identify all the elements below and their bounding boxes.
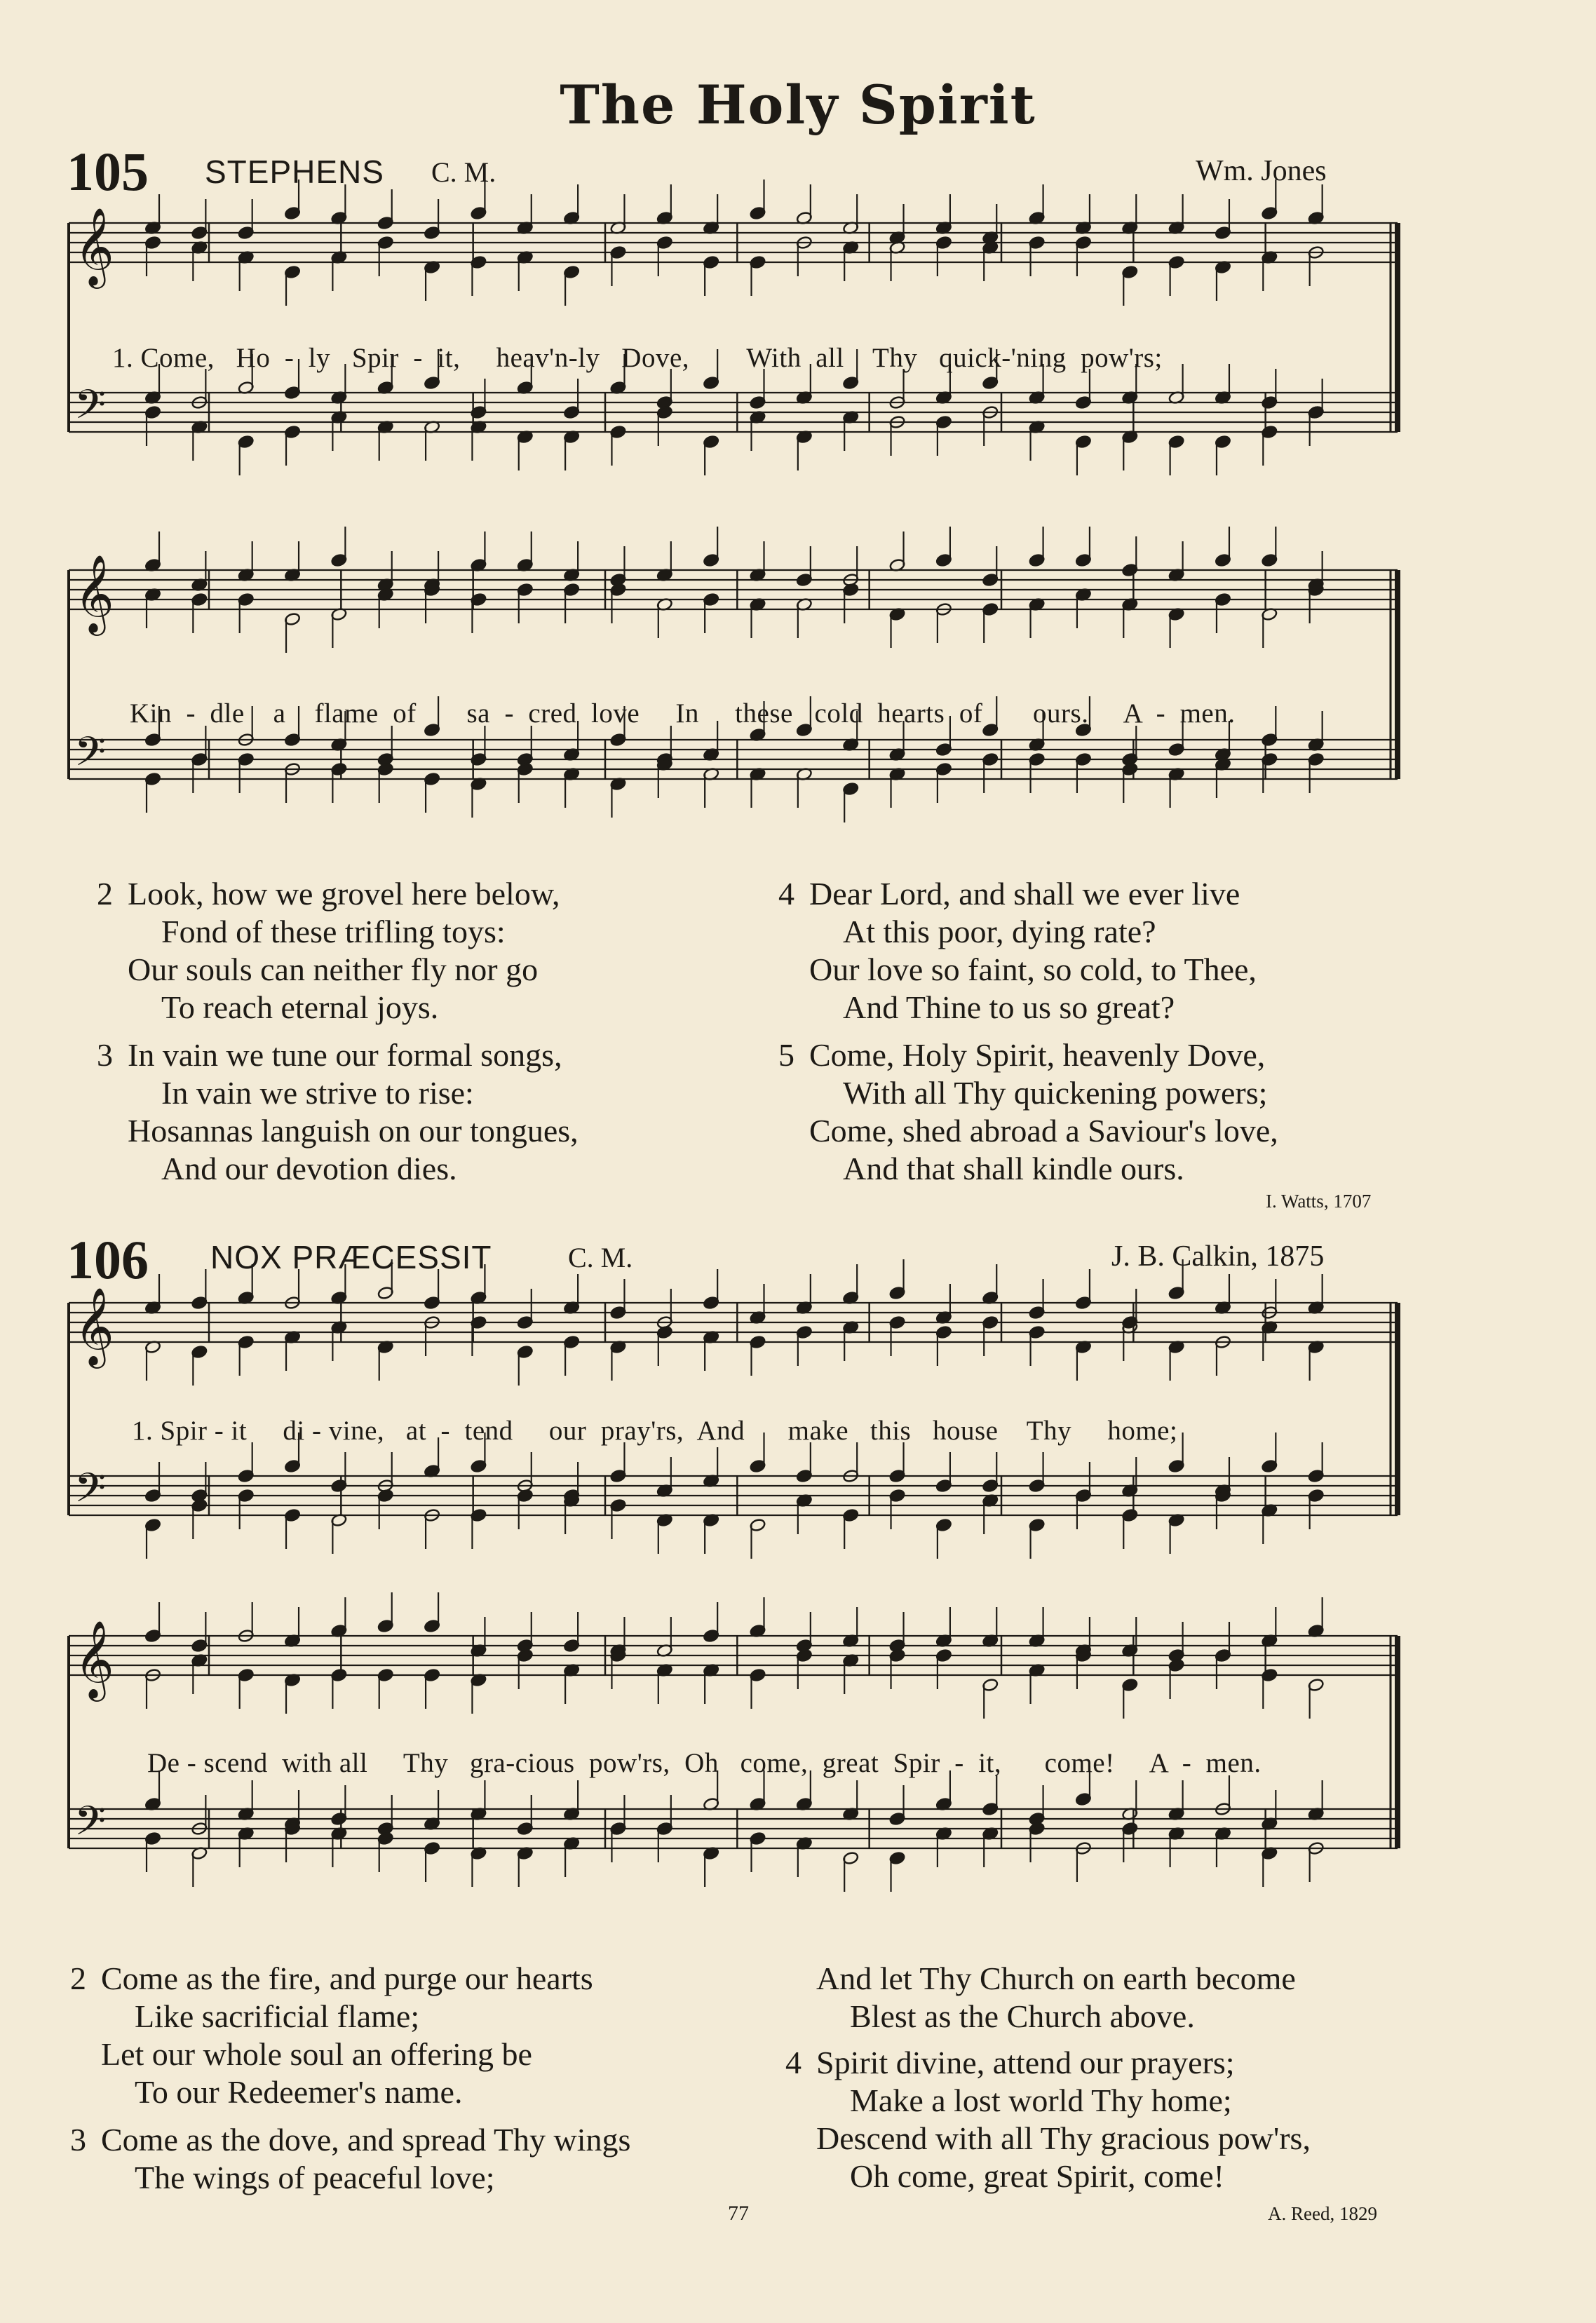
stanza (785, 1960, 1296, 2036)
stanza (97, 875, 560, 1027)
stanza-line: Descend with all Thy gracious pow'rs, (816, 2120, 1311, 2156)
stanza (778, 1036, 1278, 1188)
stanza-line: Our souls can neither fly nor go (128, 951, 539, 987)
author-credit: I. Watts, 1707 (1266, 1191, 1372, 1212)
lyric-line: 1. Come, Ho - ly Spir - it, heav'n-ly Dove, With all Thy quick-'ning pow'rs; (112, 343, 1163, 373)
stanza (70, 1960, 593, 2111)
lyric-line: Kin - dle a flame of sa - cred love In these cold hearts of ours. A - men. (130, 698, 1236, 729)
stanza-number: 3 (97, 1037, 113, 1073)
stanza-number: 3 (70, 2122, 86, 2158)
stanza-line: Look, how we grovel here below, (128, 876, 560, 912)
stanza-line: To reach eternal joys. (161, 989, 439, 1025)
stanza-number: 5 (778, 1037, 794, 1073)
treble-clef-icon: 𝄞 (74, 1620, 114, 1698)
hymn-number: 105 (67, 141, 149, 202)
lyric-line: 1. Spir - it di - vine, at - tend our pray'rs, And make this house Thy home; (132, 1416, 1178, 1446)
stanza-line: Like sacrificial flame; (135, 1998, 420, 2034)
bass-clef-icon: 𝄢 (74, 1464, 107, 1522)
stanza (97, 1036, 579, 1188)
stanza-line: Make a lost world Thy home; (850, 2082, 1232, 2118)
staff-lines (69, 223, 1398, 432)
staff-lines (69, 570, 1398, 779)
page-title: The Holy Spirit (560, 74, 1036, 136)
stanza-number: 4 (778, 876, 794, 912)
stanza-line: The wings of peaceful love; (135, 2160, 495, 2195)
stanza (778, 875, 1257, 1027)
stanza-line: Let our whole soul an offering be (101, 2036, 532, 2072)
stanza-line: In vain we strive to rise: (161, 1075, 474, 1111)
treble-clef-icon: 𝄞 (74, 554, 114, 632)
staff-lines (69, 1636, 1398, 1848)
notes (144, 180, 1324, 475)
author-credit: A. Reed, 1829 (1268, 2203, 1377, 2224)
page-number: 77 (728, 2202, 749, 2225)
tune-name: NOX PRÆCESSIT (210, 1239, 492, 1275)
composer: J. B. Calkin, 1875 (1111, 1240, 1325, 1273)
barlines (209, 1636, 1398, 1848)
stanza-line: Our love so faint, so cold, to Thee, (809, 951, 1257, 987)
stanza-line: And our devotion dies. (161, 1151, 457, 1186)
treble-clef-icon: 𝄞 (74, 207, 114, 285)
stanza-number: 4 (785, 2045, 802, 2080)
meter: C. M. (568, 1242, 633, 1273)
music-system (62, 1620, 1419, 1946)
stanza-number: 2 (70, 1960, 86, 1996)
stanza-number: 2 (97, 876, 113, 912)
notes (144, 1259, 1324, 1559)
stanza-line: And Thine to us so great? (843, 989, 1175, 1025)
stanza-line: To our Redeemer's name. (135, 2074, 463, 2110)
stanza-line: Hosannas languish on our tongues, (128, 1113, 579, 1149)
treble-clef-icon: 𝄞 (74, 1287, 114, 1365)
staff-lines (69, 1303, 1398, 1515)
bass-clef-icon: 𝄢 (74, 381, 107, 438)
bass-clef-icon: 𝄢 (74, 728, 107, 785)
bass-clef-icon: 𝄢 (74, 1797, 107, 1855)
stanza-line: And that shall kindle ours. (843, 1151, 1184, 1186)
stanza-line: Dear Lord, and shall we ever live (809, 876, 1240, 912)
stanza-line: With all Thy quickening powers; (843, 1075, 1268, 1111)
stanza-line: In vain we tune our formal songs, (128, 1037, 562, 1073)
stanza-line: Come as the dove, and spread Thy wings (101, 2122, 631, 2158)
stanza-line: Oh come, great Spirit, come! (850, 2158, 1224, 2194)
tune-name: STEPHENS (205, 154, 384, 190)
stanza (70, 2121, 630, 2197)
notes (144, 1592, 1324, 1892)
music-system (62, 207, 1419, 540)
stanza-line: And let Thy Church on earth become (816, 1960, 1296, 1996)
composer: Wm. Jones (1196, 155, 1327, 187)
stanza-line: Spirit divine, attend our prayers; (816, 2045, 1235, 2080)
meter: C. M. (431, 156, 496, 188)
stanza-line: Come as the fire, and purge our hearts (101, 1960, 593, 1996)
lyric-line: De - scend with all Thy gra-cious pow'rs, Oh come, great Spir - it, come! A - men. (147, 1748, 1262, 1778)
stanza-line: Fond of these trifling toys: (161, 914, 506, 949)
hymn-number: 106 (67, 1229, 149, 1290)
stanza-line: At this poor, dying rate? (843, 914, 1156, 949)
stanza (785, 2044, 1311, 2195)
notes (144, 527, 1324, 822)
stanza-line: Blest as the Church above. (850, 1998, 1195, 2034)
stanza-line: Come, shed abroad a Saviour's love, (809, 1113, 1278, 1149)
stanza-line: Come, Holy Spirit, heavenly Dove, (809, 1037, 1266, 1073)
